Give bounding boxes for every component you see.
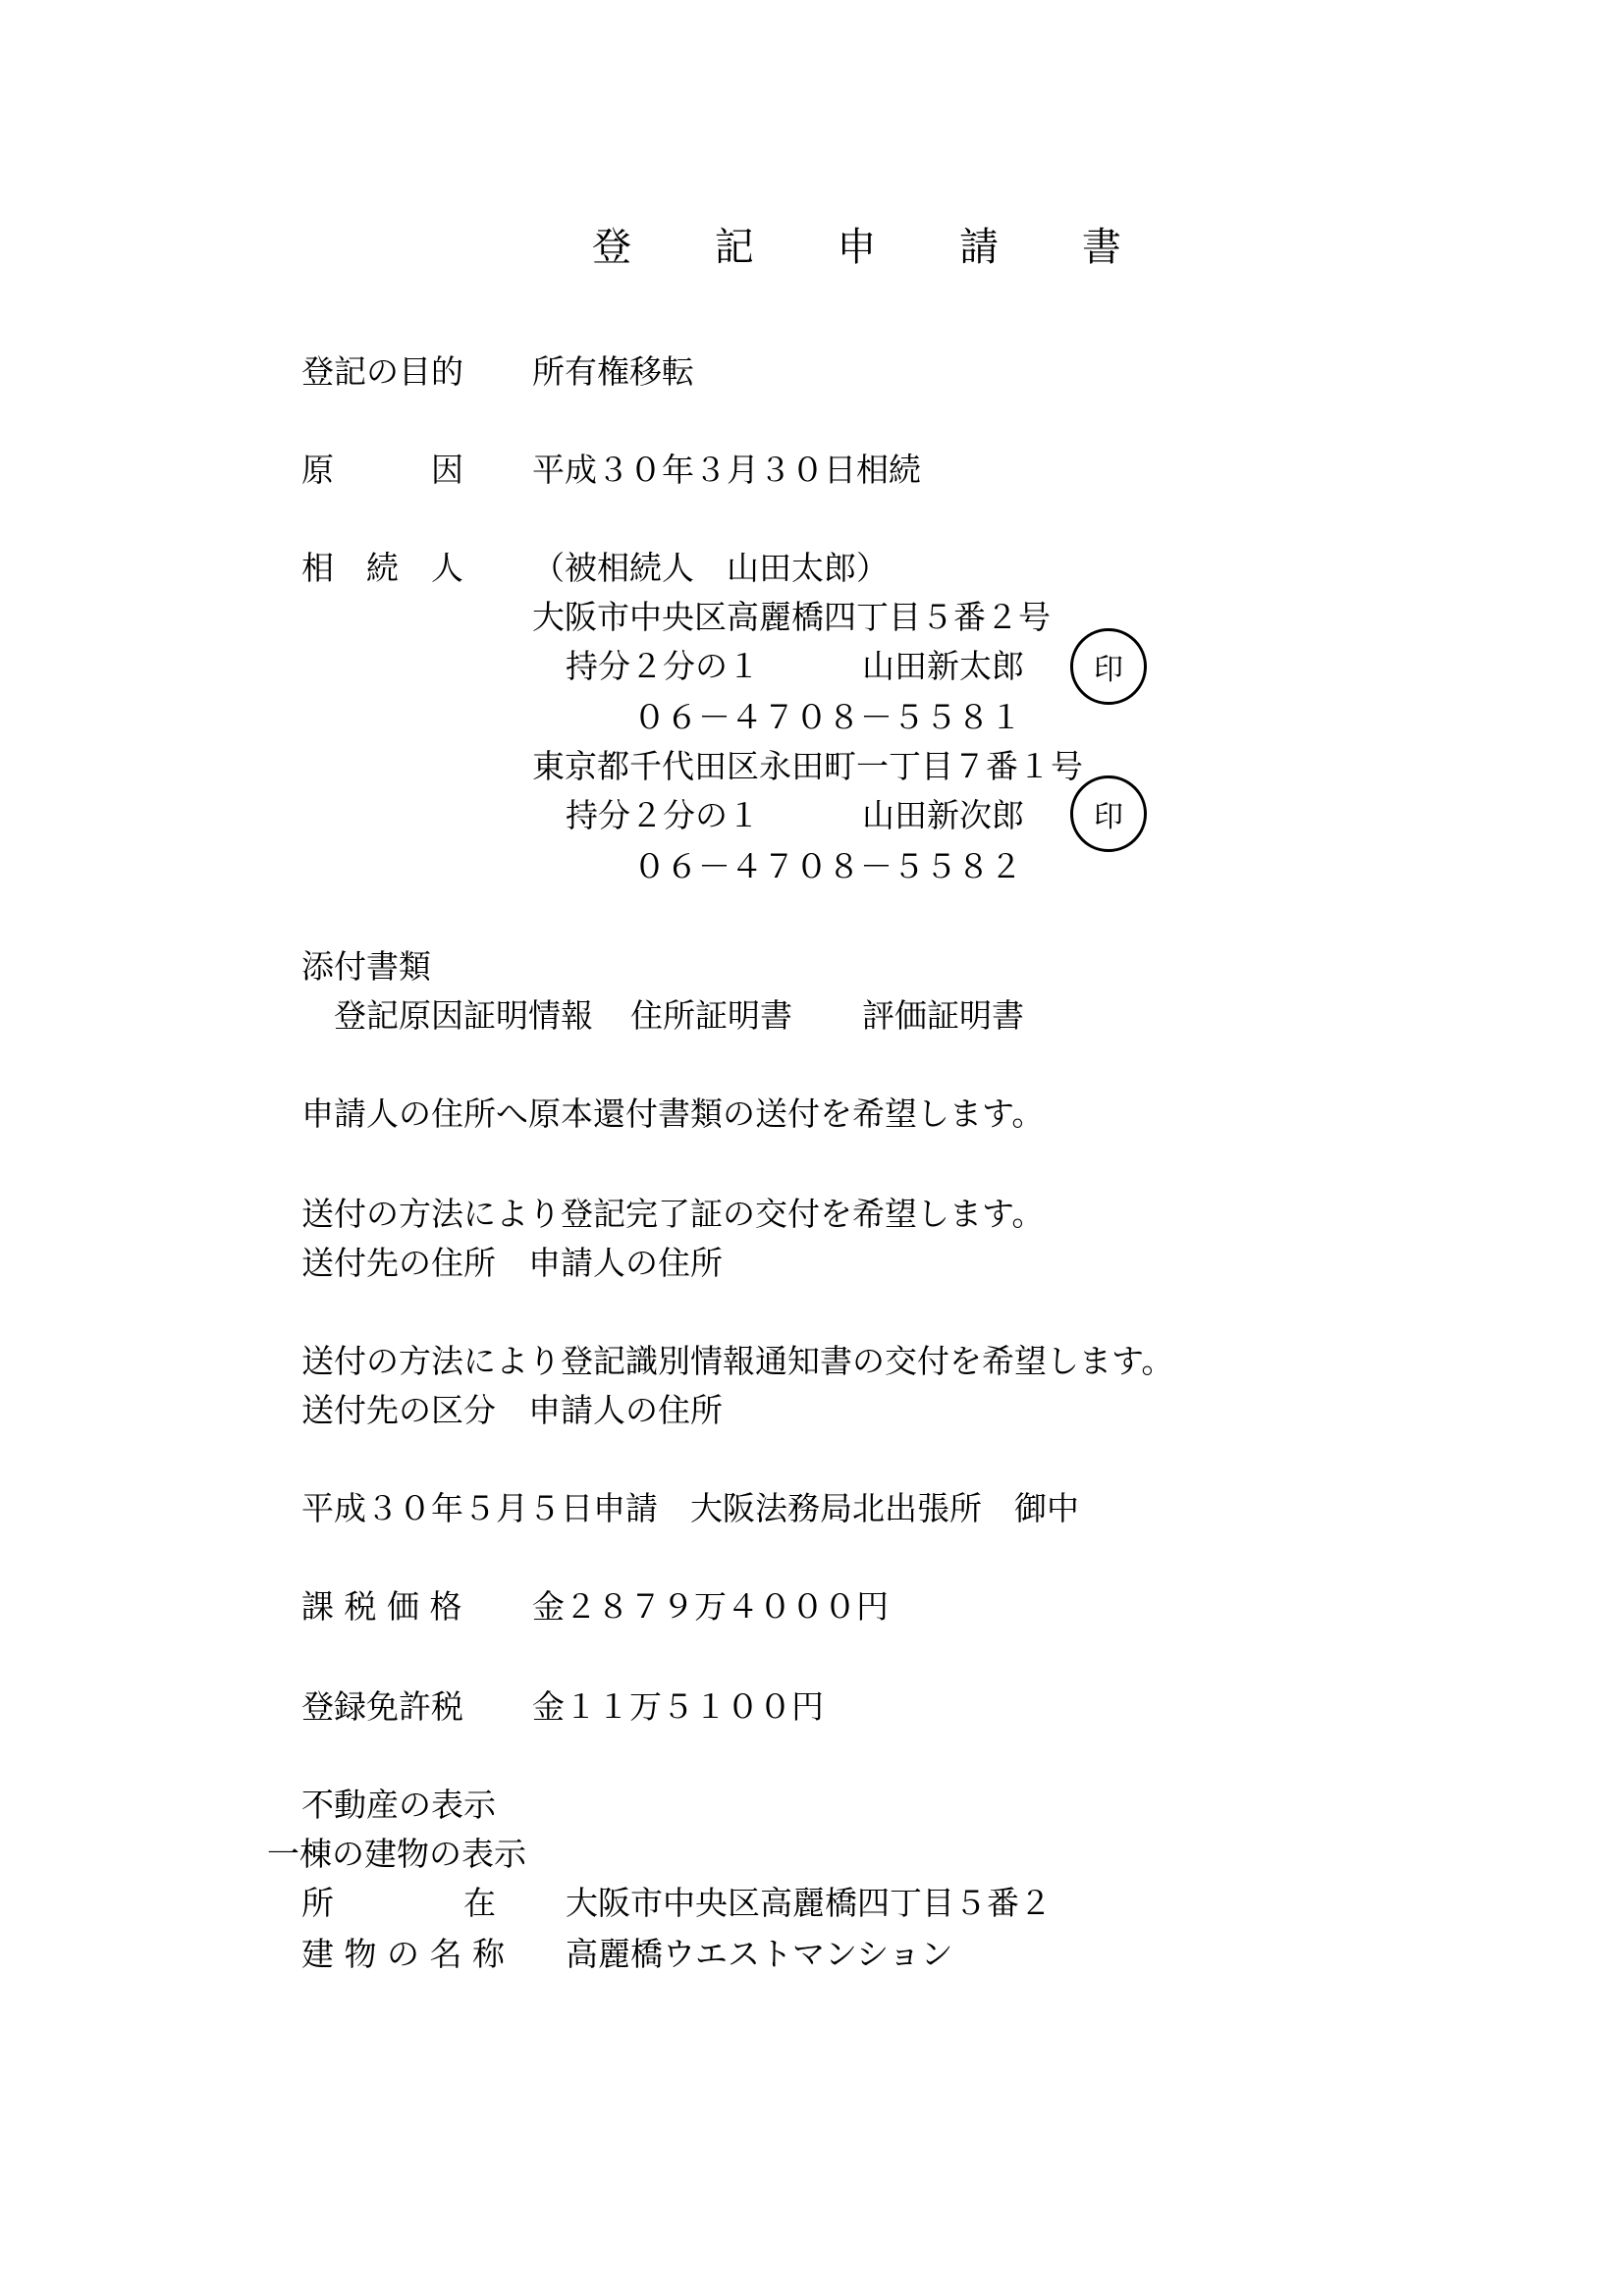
registration-tax-label: 登録免許税 (301, 1687, 463, 1726)
attachment-item: 登記原因証明情報 (334, 996, 593, 1035)
registration-tax-amount: 金１１万５１００円 (532, 1687, 824, 1726)
purpose-label: 登記の目的 (301, 352, 463, 391)
return-request: 申請人の住所へ原本還付書類の送付を希望します。 (301, 1095, 1045, 1133)
heir2-share: 持分２分の１ (566, 796, 760, 834)
heir2-seal-text: 印 (1094, 800, 1123, 834)
attachment-item: 住所証明書 (630, 996, 792, 1035)
property-label: 不動産の表示 (301, 1786, 496, 1824)
completion-cert-destination: 送付先の住所 申請人の住所 (301, 1244, 723, 1282)
attachment-item: 評価証明書 (862, 996, 1024, 1035)
heir1-seal-text: 印 (1094, 653, 1123, 687)
cause-label: 原 因 (301, 451, 463, 489)
building-header: 一棟の建物の表示 (267, 1835, 526, 1873)
heir2-seal (1070, 775, 1147, 852)
location-value: 大阪市中央区高麗橋四丁目５番２ (566, 1884, 1052, 1922)
heir1-address: 大阪市中央区高麗橋四丁目５番２号 (532, 598, 1051, 636)
heir2-name: 山田新次郎 (862, 796, 1024, 834)
id-notice-request: 送付の方法により登記識別情報通知書の交付を希望します。 (301, 1342, 1174, 1380)
building-name-value: 高麗橋ウエストマンション (566, 1935, 953, 1973)
decedent: （被相続人 山田太郎） (532, 549, 889, 587)
application-line: 平成３０年５月５日申請 大阪法務局北出張所 御中 (301, 1489, 1079, 1527)
heir2-phone: ０６－４７０８－５５８２ (633, 847, 1022, 885)
building-name-label: 建 物 の 名 称 (301, 1935, 505, 1973)
location-label: 所 在 (301, 1884, 496, 1922)
id-notice-destination: 送付先の区分 申請人の住所 (301, 1391, 723, 1429)
heir2-address: 東京都千代田区永田町一丁目７番１号 (532, 747, 1083, 785)
completion-cert-request: 送付の方法により登記完了証の交付を希望します。 (301, 1195, 1045, 1233)
heir1-name: 山田新太郎 (862, 647, 1024, 685)
tax-value-amount: 金２８７９万４０００円 (532, 1587, 889, 1626)
purpose-value: 所有権移転 (532, 352, 694, 391)
attachments-label: 添付書類 (301, 947, 431, 986)
tax-value-label: 課 税 価 格 (301, 1587, 462, 1626)
heir1-share: 持分２分の１ (566, 647, 760, 685)
heir1-phone: ０６－４７０８－５５８１ (633, 698, 1022, 736)
document-title: 登 記 申 請 書 (592, 225, 1157, 270)
cause-value: 平成３０年３月３０日相続 (532, 451, 921, 489)
heirs-label: 相 続 人 (301, 549, 463, 587)
heir1-seal (1070, 628, 1147, 705)
